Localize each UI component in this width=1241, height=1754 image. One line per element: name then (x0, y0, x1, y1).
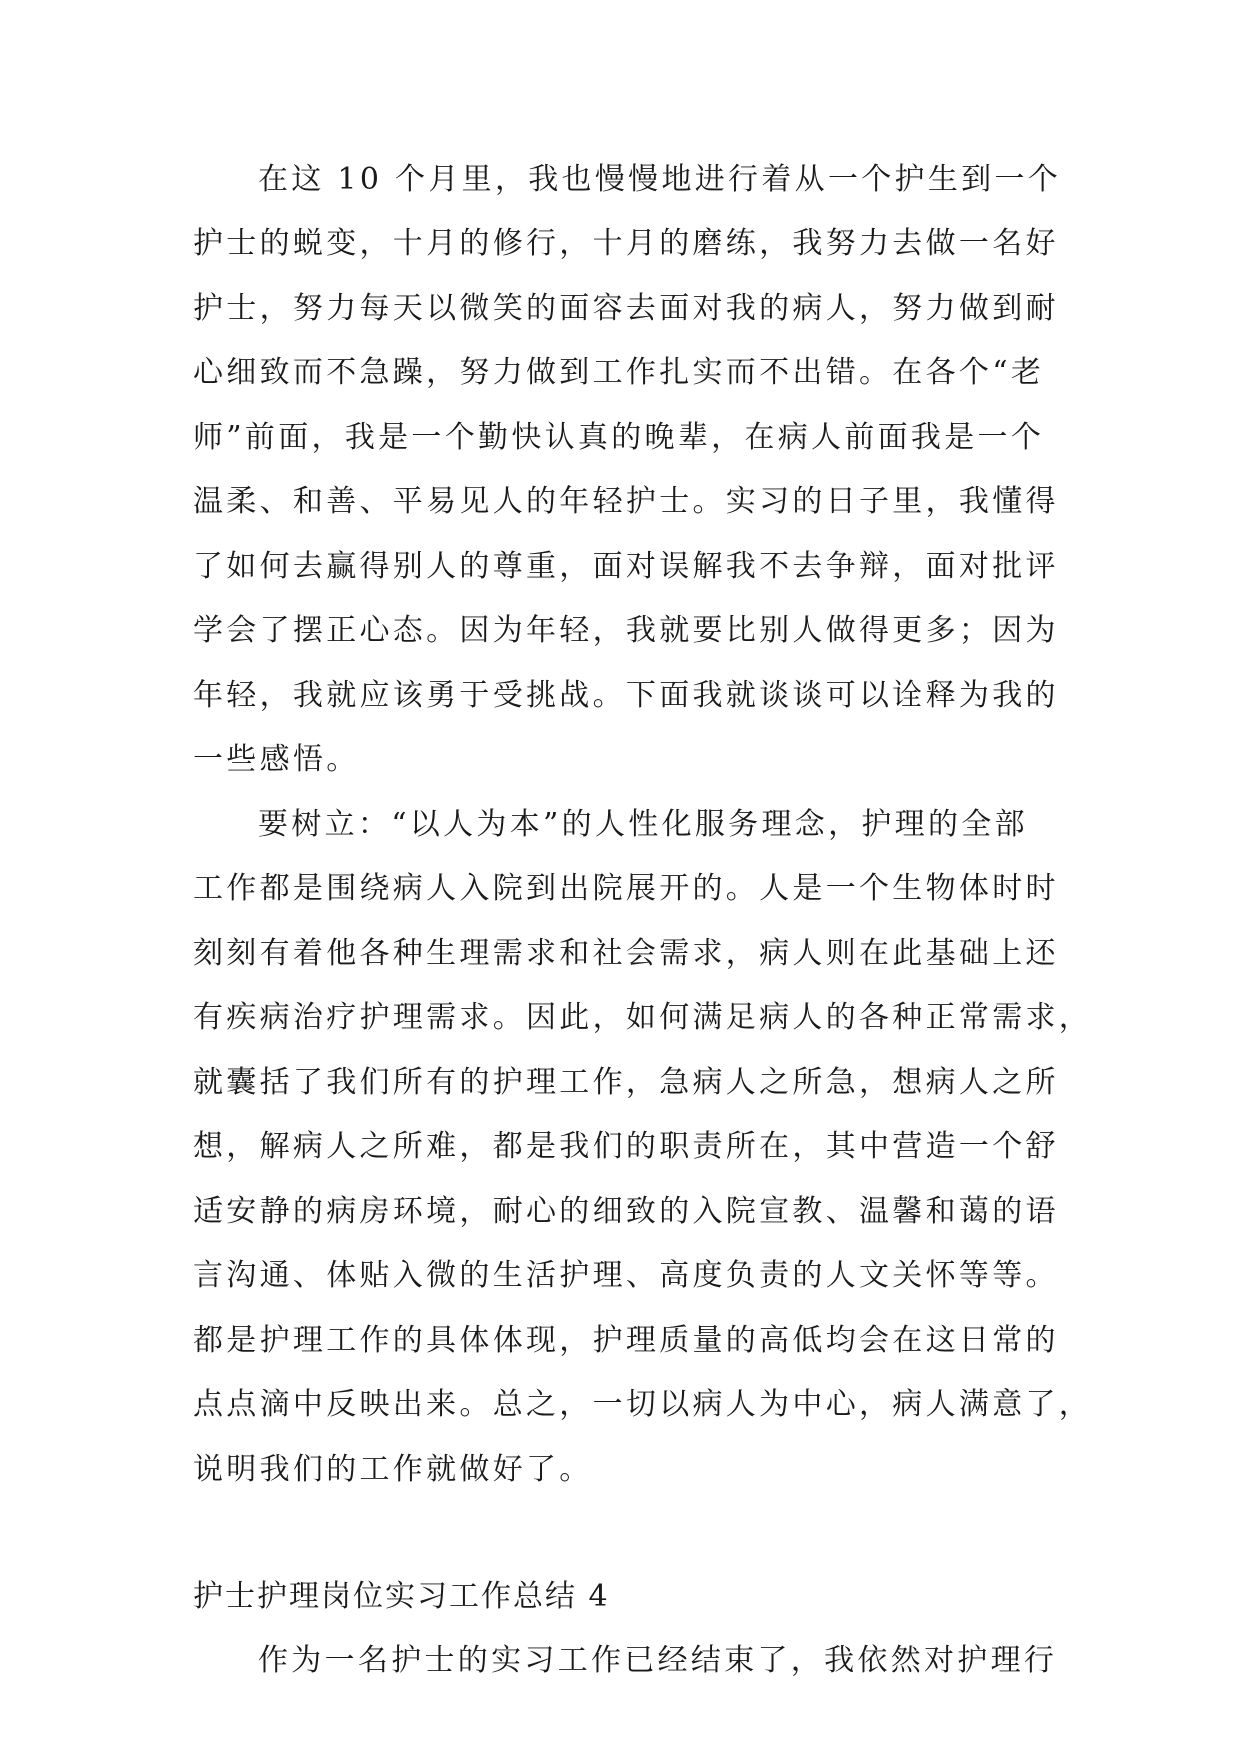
paragraph-1-line-8: 学会了摆正心态。因为年轻，我就要比别人做得更多；因为 (193, 613, 1059, 648)
paragraph-2-line-7: 适安静的病房环境，耐心的细致的入院宣教、温馨和蔼的语 (193, 1194, 1059, 1229)
paragraph-2-line-11: 说明我们的工作就做好了。 (193, 1452, 593, 1487)
section-heading: 护士护理岗位实习工作总结 4 (193, 1579, 610, 1614)
paragraph-2-line-2: 工作都是围绕病人入院到出院展开的。人是一个生物体时时 (193, 871, 1059, 906)
paragraph-2-line-8: 言沟通、体贴入微的生活护理、高度负责的人文关怀等等。 (193, 1258, 1059, 1293)
paragraph-2-line-9: 都是护理工作的具体体现，护理质量的高低均会在这日常的 (193, 1323, 1059, 1358)
paragraph-1-line-1: 在这 10 个月里，我也慢慢地进行着从一个护生到一个 (258, 162, 1062, 197)
paragraph-1-line-3: 护士，努力每天以微笑的面容去面对我的病人，努力做到耐 (193, 291, 1059, 326)
paragraph-2-line-3: 刻刻有着他各种生理需求和社会需求，病人则在此基础上还 (193, 936, 1059, 971)
paragraph-1-line-5: 师”前面，我是一个勤快认真的晚辈，在病人前面我是一个 (193, 420, 1045, 455)
paragraph-2-line-4: 有疾病治疗护理需求。因此，如何满足病人的各种正常需求， (193, 1000, 1093, 1035)
paragraph-1-line-10: 一些感悟。 (193, 742, 360, 777)
paragraph-2-line-10: 点点滴中反映出来。总之，一切以病人为中心，病人满意了， (193, 1387, 1093, 1422)
paragraph-1-line-4: 心细致而不急躁，努力做到工作扎实而不出错。在各个“老 (193, 355, 1045, 390)
paragraph-1-line-6: 温柔、和善、平易见人的年轻护士。实习的日子里，我懂得 (193, 484, 1059, 519)
paragraph-1-line-2: 护士的蜕变，十月的修行，十月的磨练，我努力去做一名好 (193, 226, 1059, 261)
paragraph-2-line-6: 想，解病人之所难，都是我们的职责所在，其中营造一个舒 (193, 1129, 1059, 1164)
paragraph-3-line-1: 作为一名护士的实习工作已经结束了，我依然对护理行 (258, 1643, 1058, 1678)
paragraph-2-line-1: 要树立：“以人为本”的人性化服务理念，护理的全部 (258, 807, 1028, 842)
paragraph-1-line-9: 年轻，我就应该勇于受挑战。下面我就谈谈可以诠释为我的 (193, 678, 1059, 713)
paragraph-2-line-5: 就囊括了我们所有的护理工作，急病人之所急，想病人之所 (193, 1065, 1059, 1100)
paragraph-1-line-7: 了如何去赢得别人的尊重，面对误解我不去争辩，面对批评 (193, 549, 1059, 584)
